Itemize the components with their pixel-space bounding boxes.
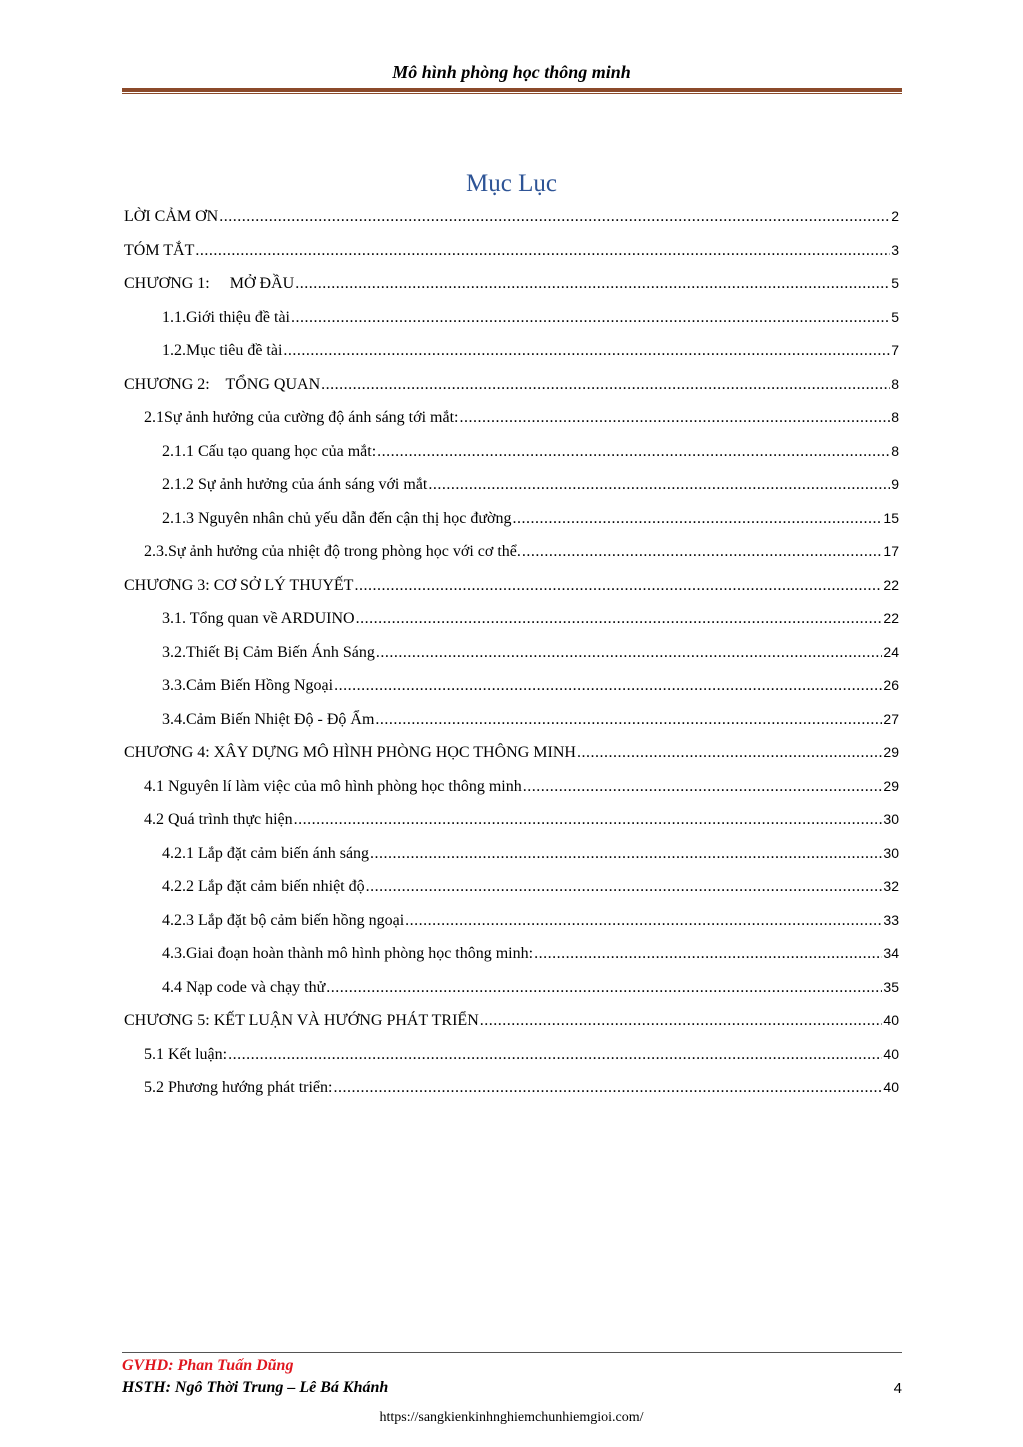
toc-dot-leader <box>375 703 882 737</box>
toc-entry-page: 8 <box>891 375 899 392</box>
toc-entry-page: 27 <box>883 710 899 727</box>
toc-title: Mục Lục <box>466 170 557 197</box>
header-title: Mô hình phòng học thông minh <box>392 62 631 82</box>
toc-entry-page: 24 <box>883 643 899 660</box>
toc-entry-page: 8 <box>891 409 899 425</box>
toc-dot-leader <box>321 368 890 402</box>
toc-entry-label: 2.1.2 Sự ảnh hưởng của ánh sáng với mắt <box>162 476 428 493</box>
toc-entry-label: 4.2.2 Lắp đặt cảm biến nhiệt độ <box>162 878 365 895</box>
toc-dot-leader <box>522 535 883 569</box>
toc-entry-label: 2.3.Sự ảnh hưởng của nhiệt độ trong phòng học với cơ thể. <box>144 543 521 560</box>
toc-entry-label: 3.1. Tổng quan về ARDUINO <box>162 610 355 627</box>
toc-entry-page: 8 <box>891 442 899 459</box>
toc-dot-leader <box>523 770 883 804</box>
toc-entry[interactable] <box>124 468 899 502</box>
toc-entry-page: 15 <box>883 509 899 526</box>
toc-entry-page: 29 <box>883 777 899 794</box>
toc-entry-page: 3 <box>891 241 899 258</box>
toc-dot-leader <box>513 502 883 536</box>
toc-dot-leader <box>428 468 890 502</box>
toc-entry[interactable] <box>124 870 899 904</box>
toc-entry[interactable] <box>124 368 899 402</box>
toc-dot-leader <box>377 435 890 469</box>
table-of-contents <box>124 200 899 1105</box>
toc-entry-page: 7 <box>891 342 899 358</box>
toc-entry[interactable] <box>124 937 899 971</box>
toc-entry[interactable] <box>124 837 899 871</box>
toc-dot-leader <box>294 803 883 837</box>
toc-entry[interactable] <box>124 736 899 770</box>
toc-entry-page: 40 <box>883 1079 899 1095</box>
toc-entry[interactable] <box>124 569 899 603</box>
toc-dot-leader <box>376 636 883 670</box>
footer-url[interactable]: https://sangkienkinhnghiemchunhiemgioi.com/ <box>379 1410 644 1425</box>
toc-dot-leader <box>459 401 890 435</box>
toc-entry-label: 4.2.1 Lắp đặt cảm biến ánh sáng <box>162 844 370 862</box>
toc-entry[interactable] <box>124 770 899 804</box>
toc-entry-label: 3.2.Thiết Bị Cảm Biến Ánh Sáng <box>162 643 375 661</box>
toc-dot-leader <box>577 736 882 770</box>
toc-dot-leader <box>405 904 882 938</box>
toc-entry[interactable] <box>124 1004 899 1038</box>
toc-dot-leader <box>283 334 890 368</box>
toc-entry-label: 2.1.3 Nguyên nhân chủ yếu dẫn đến cận thị học đường <box>162 509 512 527</box>
toc-entry-page: 29 <box>883 744 899 760</box>
toc-entry-label: CHƯƠNG 2: TỔNG QUAN <box>124 375 321 393</box>
header-rule-thin <box>122 93 902 94</box>
toc-entry-label: 1.2.Mục tiêu đề tài <box>162 342 283 359</box>
toc-dot-leader <box>291 301 890 335</box>
toc-entry[interactable] <box>124 636 899 670</box>
toc-entry-page: 34 <box>883 945 899 961</box>
footer-supervisor: GVHD: Phan Tuấn Dũng <box>122 1357 294 1374</box>
header-rule <box>122 88 902 92</box>
toc-entry-label: CHƯƠNG 1: MỞ ĐẦU <box>124 275 295 292</box>
toc-entry-page: 5 <box>891 308 899 325</box>
toc-entry-page: 40 <box>883 1012 899 1028</box>
toc-entry-label: 2.1.1 Cấu tạo quang học của mắt: <box>162 442 377 460</box>
toc-entry-page: 30 <box>883 811 899 827</box>
toc-entry[interactable] <box>124 1071 899 1105</box>
toc-entry-page: 40 <box>883 1045 899 1062</box>
toc-entry[interactable] <box>124 703 899 737</box>
footer-rule <box>122 1352 902 1353</box>
toc-entry[interactable] <box>124 267 899 301</box>
toc-entry[interactable] <box>124 435 899 469</box>
toc-entry-label: 3.4.Cảm Biến Nhiệt Độ - Độ Ẩm <box>162 710 375 728</box>
toc-dot-leader <box>480 1004 883 1038</box>
toc-dot-leader <box>219 200 890 234</box>
toc-entry-page: 9 <box>891 476 899 492</box>
footer-students: HSTH: Ngô Thời Trung – Lê Bá Khánh <box>122 1379 389 1396</box>
toc-entry-page: 2 <box>891 208 899 224</box>
toc-entry-page: 22 <box>883 576 899 593</box>
toc-dot-leader <box>326 971 882 1005</box>
toc-entry-page: 5 <box>891 275 899 291</box>
toc-entry[interactable] <box>124 669 899 703</box>
toc-entry-page: 33 <box>883 911 899 928</box>
toc-dot-leader <box>354 569 882 603</box>
toc-dot-leader <box>228 1038 882 1072</box>
toc-dot-leader <box>366 870 883 904</box>
toc-dot-leader <box>195 234 890 268</box>
toc-entry-page: 22 <box>883 610 899 626</box>
toc-entry[interactable] <box>124 502 899 536</box>
toc-entry-label: CHƯƠNG 5: KẾT LUẬN VÀ HƯỚNG PHÁT TRIỂN <box>124 1012 479 1029</box>
toc-entry-page: 17 <box>883 543 899 559</box>
toc-dot-leader <box>333 1071 882 1105</box>
toc-entry-label: 4.1 Nguyên lí làm việc của mô hình phòng học thông minh <box>144 777 522 795</box>
toc-entry[interactable] <box>124 971 899 1005</box>
toc-dot-leader <box>295 267 890 301</box>
toc-entry[interactable] <box>124 200 899 234</box>
toc-entry-label: 3.3.Cảm Biến Hồng Ngoại <box>162 677 334 694</box>
toc-entry[interactable] <box>124 401 899 435</box>
toc-entry[interactable] <box>124 234 899 268</box>
toc-entry-label: 1.1.Giới thiệu đề tài <box>162 308 290 326</box>
toc-entry-label: TÓM TẮT <box>124 241 195 259</box>
toc-entry-label: 4.3.Giai đoạn hoàn thành mô hình phòng học thông minh: <box>162 945 534 962</box>
toc-entry-label: 5.2 Phương hướng phát triển: <box>144 1079 333 1096</box>
toc-entry-label: 5.1 Kết luận: <box>144 1045 228 1063</box>
toc-entry[interactable] <box>124 602 899 636</box>
toc-entry-page: 30 <box>883 844 899 861</box>
toc-entry-page: 35 <box>883 978 899 995</box>
toc-entry-page: 26 <box>883 677 899 693</box>
toc-entry-label: CHƯƠNG 4: XÂY DỰNG MÔ HÌNH PHÒNG HỌC THÔNG MINH <box>124 744 576 761</box>
toc-dot-leader <box>334 669 882 703</box>
toc-entry[interactable] <box>124 904 899 938</box>
toc-entry-label: CHƯƠNG 3: CƠ SỞ LÝ THUYẾT <box>124 576 354 594</box>
toc-entry-label: LỜI CẢM ƠN <box>124 208 219 225</box>
toc-entry[interactable] <box>124 301 899 335</box>
page-number: 4 <box>893 1380 902 1397</box>
toc-entry-label: 4.2 Quá trình thực hiện <box>144 811 293 828</box>
toc-entry-label: 2.1Sự ảnh hưởng của cường độ ánh sáng tới mắt: <box>144 409 459 426</box>
toc-entry-label: 4.2.3 Lắp đặt bộ cảm biến hồng ngoại <box>162 911 405 929</box>
toc-entry-label: 4.4 Nạp code và chạy thử <box>162 978 326 996</box>
toc-entry[interactable] <box>124 334 899 368</box>
toc-dot-leader <box>356 602 883 636</box>
toc-entry[interactable] <box>124 535 899 569</box>
toc-entry-page: 32 <box>883 878 899 894</box>
toc-entry[interactable] <box>124 1038 899 1072</box>
toc-dot-leader <box>534 937 882 971</box>
toc-dot-leader <box>370 837 882 871</box>
toc-entry[interactable] <box>124 803 899 837</box>
